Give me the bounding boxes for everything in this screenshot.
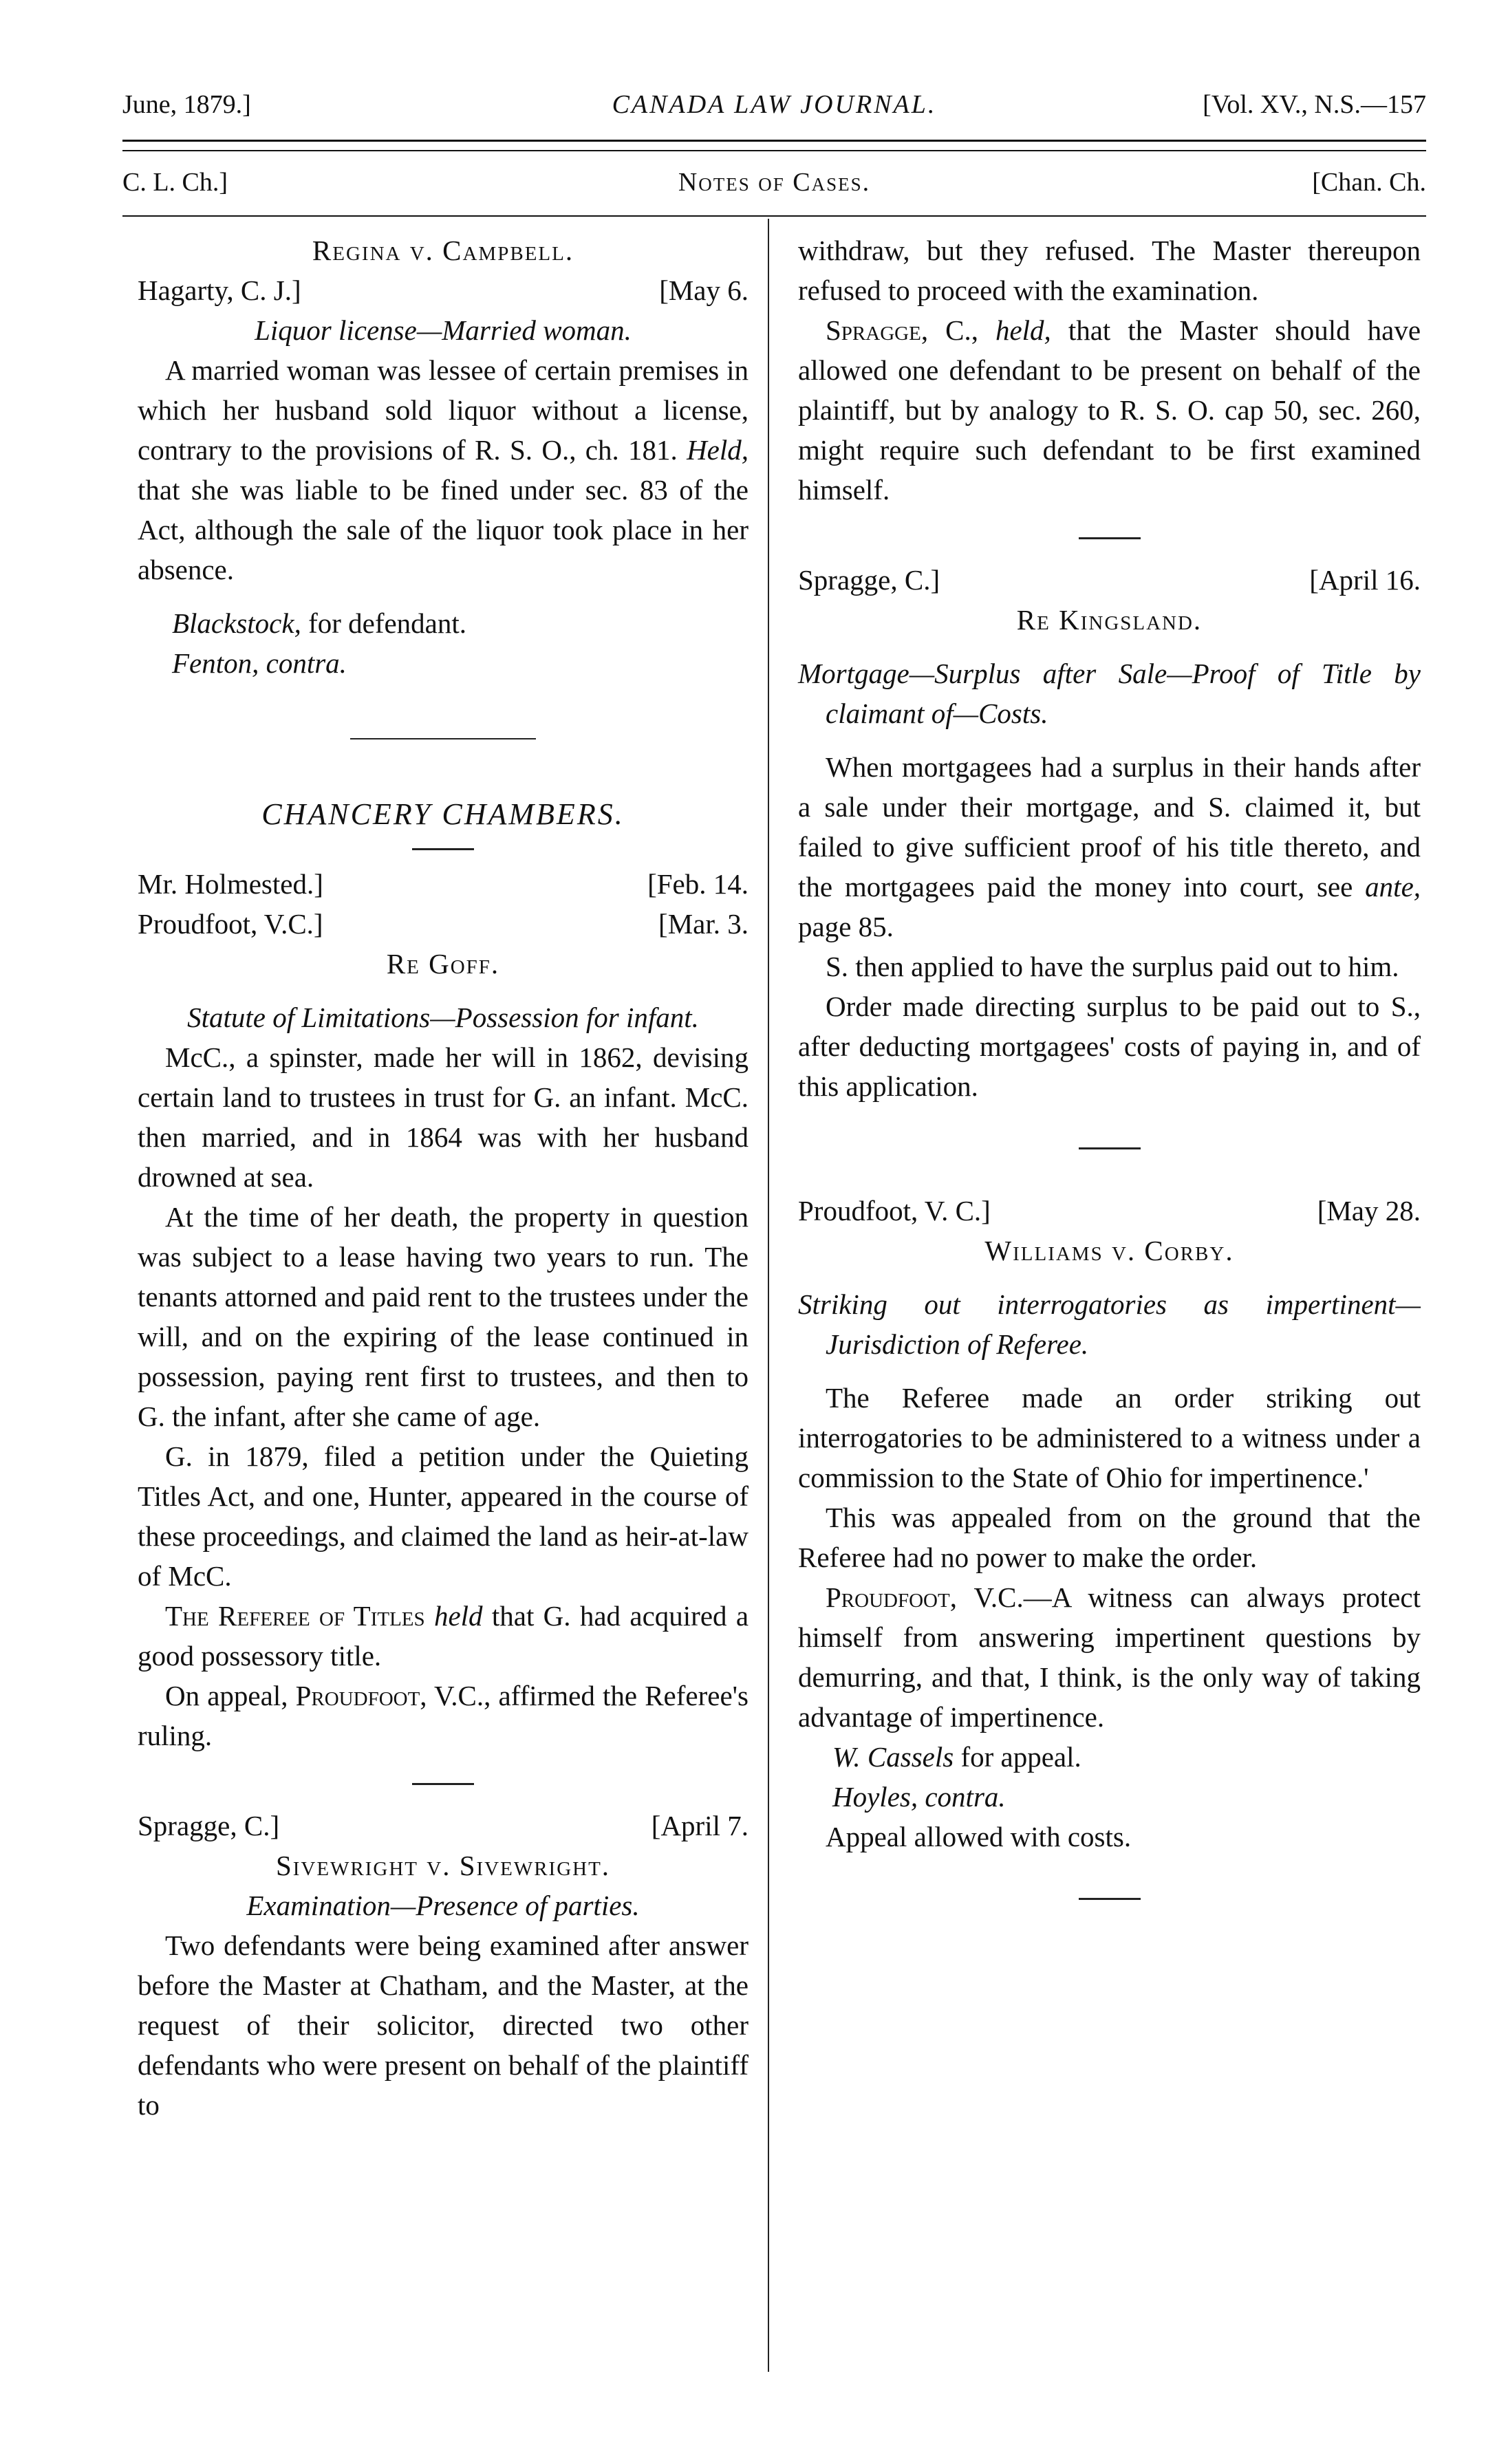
- paragraph: Appeal allowed with costs.: [826, 1821, 1132, 1852]
- paragraph: The Referee of Titles held that G. had acquired a good possessory title.: [138, 1600, 749, 1672]
- counsel-line: Hoyles, contra.: [832, 1781, 1006, 1813]
- judge-line: Proudfoot, V. C.] [May 28.: [798, 1195, 1421, 1226]
- paragraph: S. then applied to have the surplus paid out to him.: [826, 951, 1399, 982]
- journal-title: CANADA LAW JOURNAL.: [612, 90, 937, 119]
- headnote: Statute of Limitations—Possession for infant.: [187, 1002, 699, 1033]
- paragraph: Spragge, C., held, that the Master should have allowed one defendant to be present on behalf of the plaintiff, but by analogy to R. S. O. cap 50, sec. 260, might require such defendant to be first examined himself.: [798, 314, 1421, 506]
- court-abbrev-left: C. L. Ch.]: [122, 168, 228, 197]
- header-double-rule: [122, 140, 1426, 151]
- case-title-goff: Re Goff.: [386, 948, 500, 980]
- paragraph: The Referee made an order striking out interrogatories to be administered to a witness under a commission to the State of Ohio for impertinence.': [798, 1382, 1421, 1493]
- paragraph: McC., a spinster, made her will in 1862, devising certain land to trustees in trust for G. an infant. McC. then married, and in 1864 was with her husband drowned at sea.: [138, 1041, 749, 1193]
- separator-rule: [1079, 1898, 1141, 1900]
- paragraph: On appeal, Proudfoot, V.C., affirmed the Referee's ruling.: [138, 1680, 749, 1751]
- paragraph: Two defendants were being examined after answer before the Master at Chatham, and the Master, at the request of their solicitor, directed two other defendants who were present on behalf of the plaintiff to: [138, 1930, 749, 2121]
- case-title-regina: Regina v. Campbell.: [312, 235, 574, 266]
- counsel-line: Blackstock, for defendant.: [172, 607, 467, 639]
- headnote: Liquor license—Married woman.: [255, 314, 632, 346]
- case-title-kingsland: Re Kingsland.: [1016, 604, 1203, 636]
- paragraph: Order made directing surplus to be paid out to S., after deducting mortgagees' costs of paying in, and of this application.: [798, 991, 1421, 1102]
- paragraph: G. in 1879, filed a petition under the Quieting Titles Act, and one, Hunter, appeared in the course of these proceedings, and claimed the land as heir-at-law of McC.: [138, 1440, 749, 1592]
- right-column: [798, 230, 1421, 1900]
- separator-rule: [350, 738, 536, 739]
- paragraph: withdraw, but they refused. The Master thereupon refused to proceed with the examination.: [798, 235, 1421, 306]
- case-title-williams: Williams v. Corby.: [984, 1235, 1234, 1266]
- paragraph: Proudfoot, V.C.—A witness can always protect himself from answering impertinent questions by demurring, and that, I think, is the only way of taking advantage of impertinence.: [798, 1581, 1421, 1733]
- headnote: Mortgage—Surplus after Sale—Proof of Title by claimant of—Costs.: [798, 658, 1421, 729]
- running-header: [122, 89, 1426, 125]
- judge-line: Spragge, C.] [April 16.: [798, 564, 1421, 596]
- separator-rule: [412, 1783, 474, 1785]
- judge-line: Proudfoot, V.C.] [Mar. 3.: [138, 908, 749, 940]
- section-heading: CHANCERY CHAMBERS.: [261, 797, 625, 831]
- separator-rule: [1079, 537, 1141, 539]
- judge-line: Spragge, C.] [April 7.: [138, 1810, 749, 1841]
- left-column: [138, 230, 749, 2125]
- column-divider: [768, 219, 769, 2372]
- judge-line: [138, 270, 749, 310]
- volume-page: [Vol. XV., N.S.—157: [1203, 90, 1426, 119]
- paragraph: At the time of her death, the property in question was subject to a lease having two years to run. The tenants attorned and paid rent to the trustees under the will, and on the expiring of the lease continued in possession, paying rent first to trustees, and then to G. the infant, after she came of age.: [138, 1201, 749, 1432]
- headnote: Striking out interrogatories as impertinent—Jurisdiction of Referee.: [798, 1288, 1421, 1360]
- section-title: Notes of Cases.: [678, 168, 871, 197]
- headnote: Examination—Presence of parties.: [246, 1890, 640, 1921]
- case-title-sivewright: Sivewright v. Sivewright.: [275, 1850, 611, 1881]
- header-date: June, 1879.]: [122, 90, 251, 119]
- counsel-line: W. Cassels for appeal.: [832, 1741, 1081, 1773]
- section-header: [122, 167, 1426, 203]
- paragraph: When mortgagees had a surplus in their hands after a sale under their mortgage, and S. claimed it, but failed to give sufficient proof of his title thereto, and the mortgagees paid the money into court, see ante, page 85.: [798, 751, 1421, 942]
- decision-date: [May 6.: [659, 274, 749, 306]
- judge: Hagarty, C. J.]: [138, 274, 301, 306]
- paragraph: This was appealed from on the ground that the Referee had no power to make the order.: [798, 1502, 1421, 1573]
- separator-rule: [1079, 1147, 1141, 1149]
- judge-line: Mr. Holmested.] [Feb. 14.: [138, 868, 749, 900]
- counsel-line: Fenton, contra.: [172, 647, 347, 679]
- court-abbrev-right: [Chan. Ch.: [1312, 168, 1426, 197]
- paragraph: A married woman was lessee of certain premises in which her husband sold liquor without a license, contrary to the provisions of R. S. O., ch. 181. Held, that she was liable to be fined under sec. 83 of the Act, although the sale of the liquor took place in her absence.: [138, 354, 749, 585]
- separator-rule: [412, 848, 474, 850]
- header-rule: [122, 215, 1426, 217]
